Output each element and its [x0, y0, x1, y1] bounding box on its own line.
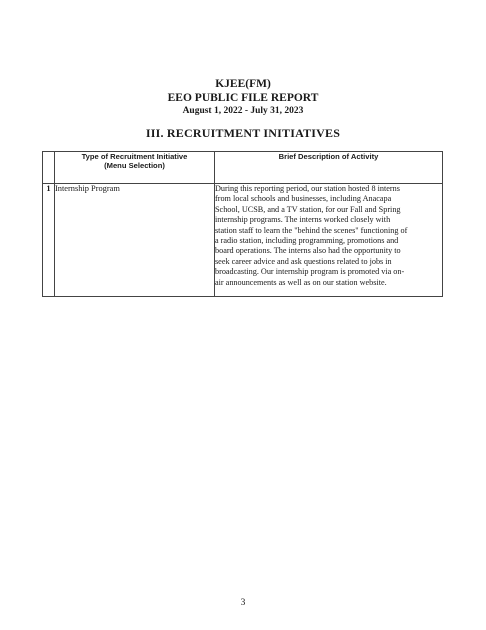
description-line: School, UCSB, and a TV station, for our Fall and Spring — [215, 204, 401, 214]
page-number: 3 — [240, 598, 246, 608]
header-type-cell — [55, 152, 215, 184]
row-number: 1 — [43, 184, 55, 297]
header-type-line1: Type of Recruitment Initiative — [81, 152, 188, 161]
report-period: August 1, 2022 - July 31, 2023 — [182, 106, 304, 116]
description-line: from local schools and businesses, including Anacapa — [215, 194, 392, 204]
header-type-line2: (Menu Selection) — [104, 161, 165, 170]
description-line: seek career advice and ask questions related to jobs in — [215, 256, 392, 266]
header-number-cell — [43, 152, 55, 184]
header-description-cell: Brief Description of Activity — [215, 152, 443, 184]
description-line: During this reporting period, our station hosted 8 interns — [215, 184, 400, 193]
description-line: internship programs. The interns worked closely with — [215, 215, 391, 225]
row-initiative-type: Internship Program — [55, 184, 215, 297]
station-callsign: KJEE(FM) — [215, 78, 271, 90]
description-line: air announcements as well as on our station website. — [215, 277, 387, 287]
description-line: broadcasting. Our internship program is promoted via on- — [215, 267, 405, 277]
table-header-row — [43, 152, 443, 184]
description-line: a radio station, including programming, promotions and — [215, 236, 399, 246]
report-title: EEO PUBLIC FILE REPORT — [167, 92, 319, 104]
table-row — [43, 184, 443, 297]
section-title: III. RECRUITMENT INITIATIVES — [145, 126, 341, 140]
row-description — [215, 184, 443, 297]
report-header — [0, 77, 486, 117]
description-line: board operations. The interns also had the opportunity to — [215, 246, 401, 256]
description-line: station staff to learn the "behind the scenes" functioning of — [215, 225, 408, 235]
recruitment-table — [42, 151, 443, 297]
